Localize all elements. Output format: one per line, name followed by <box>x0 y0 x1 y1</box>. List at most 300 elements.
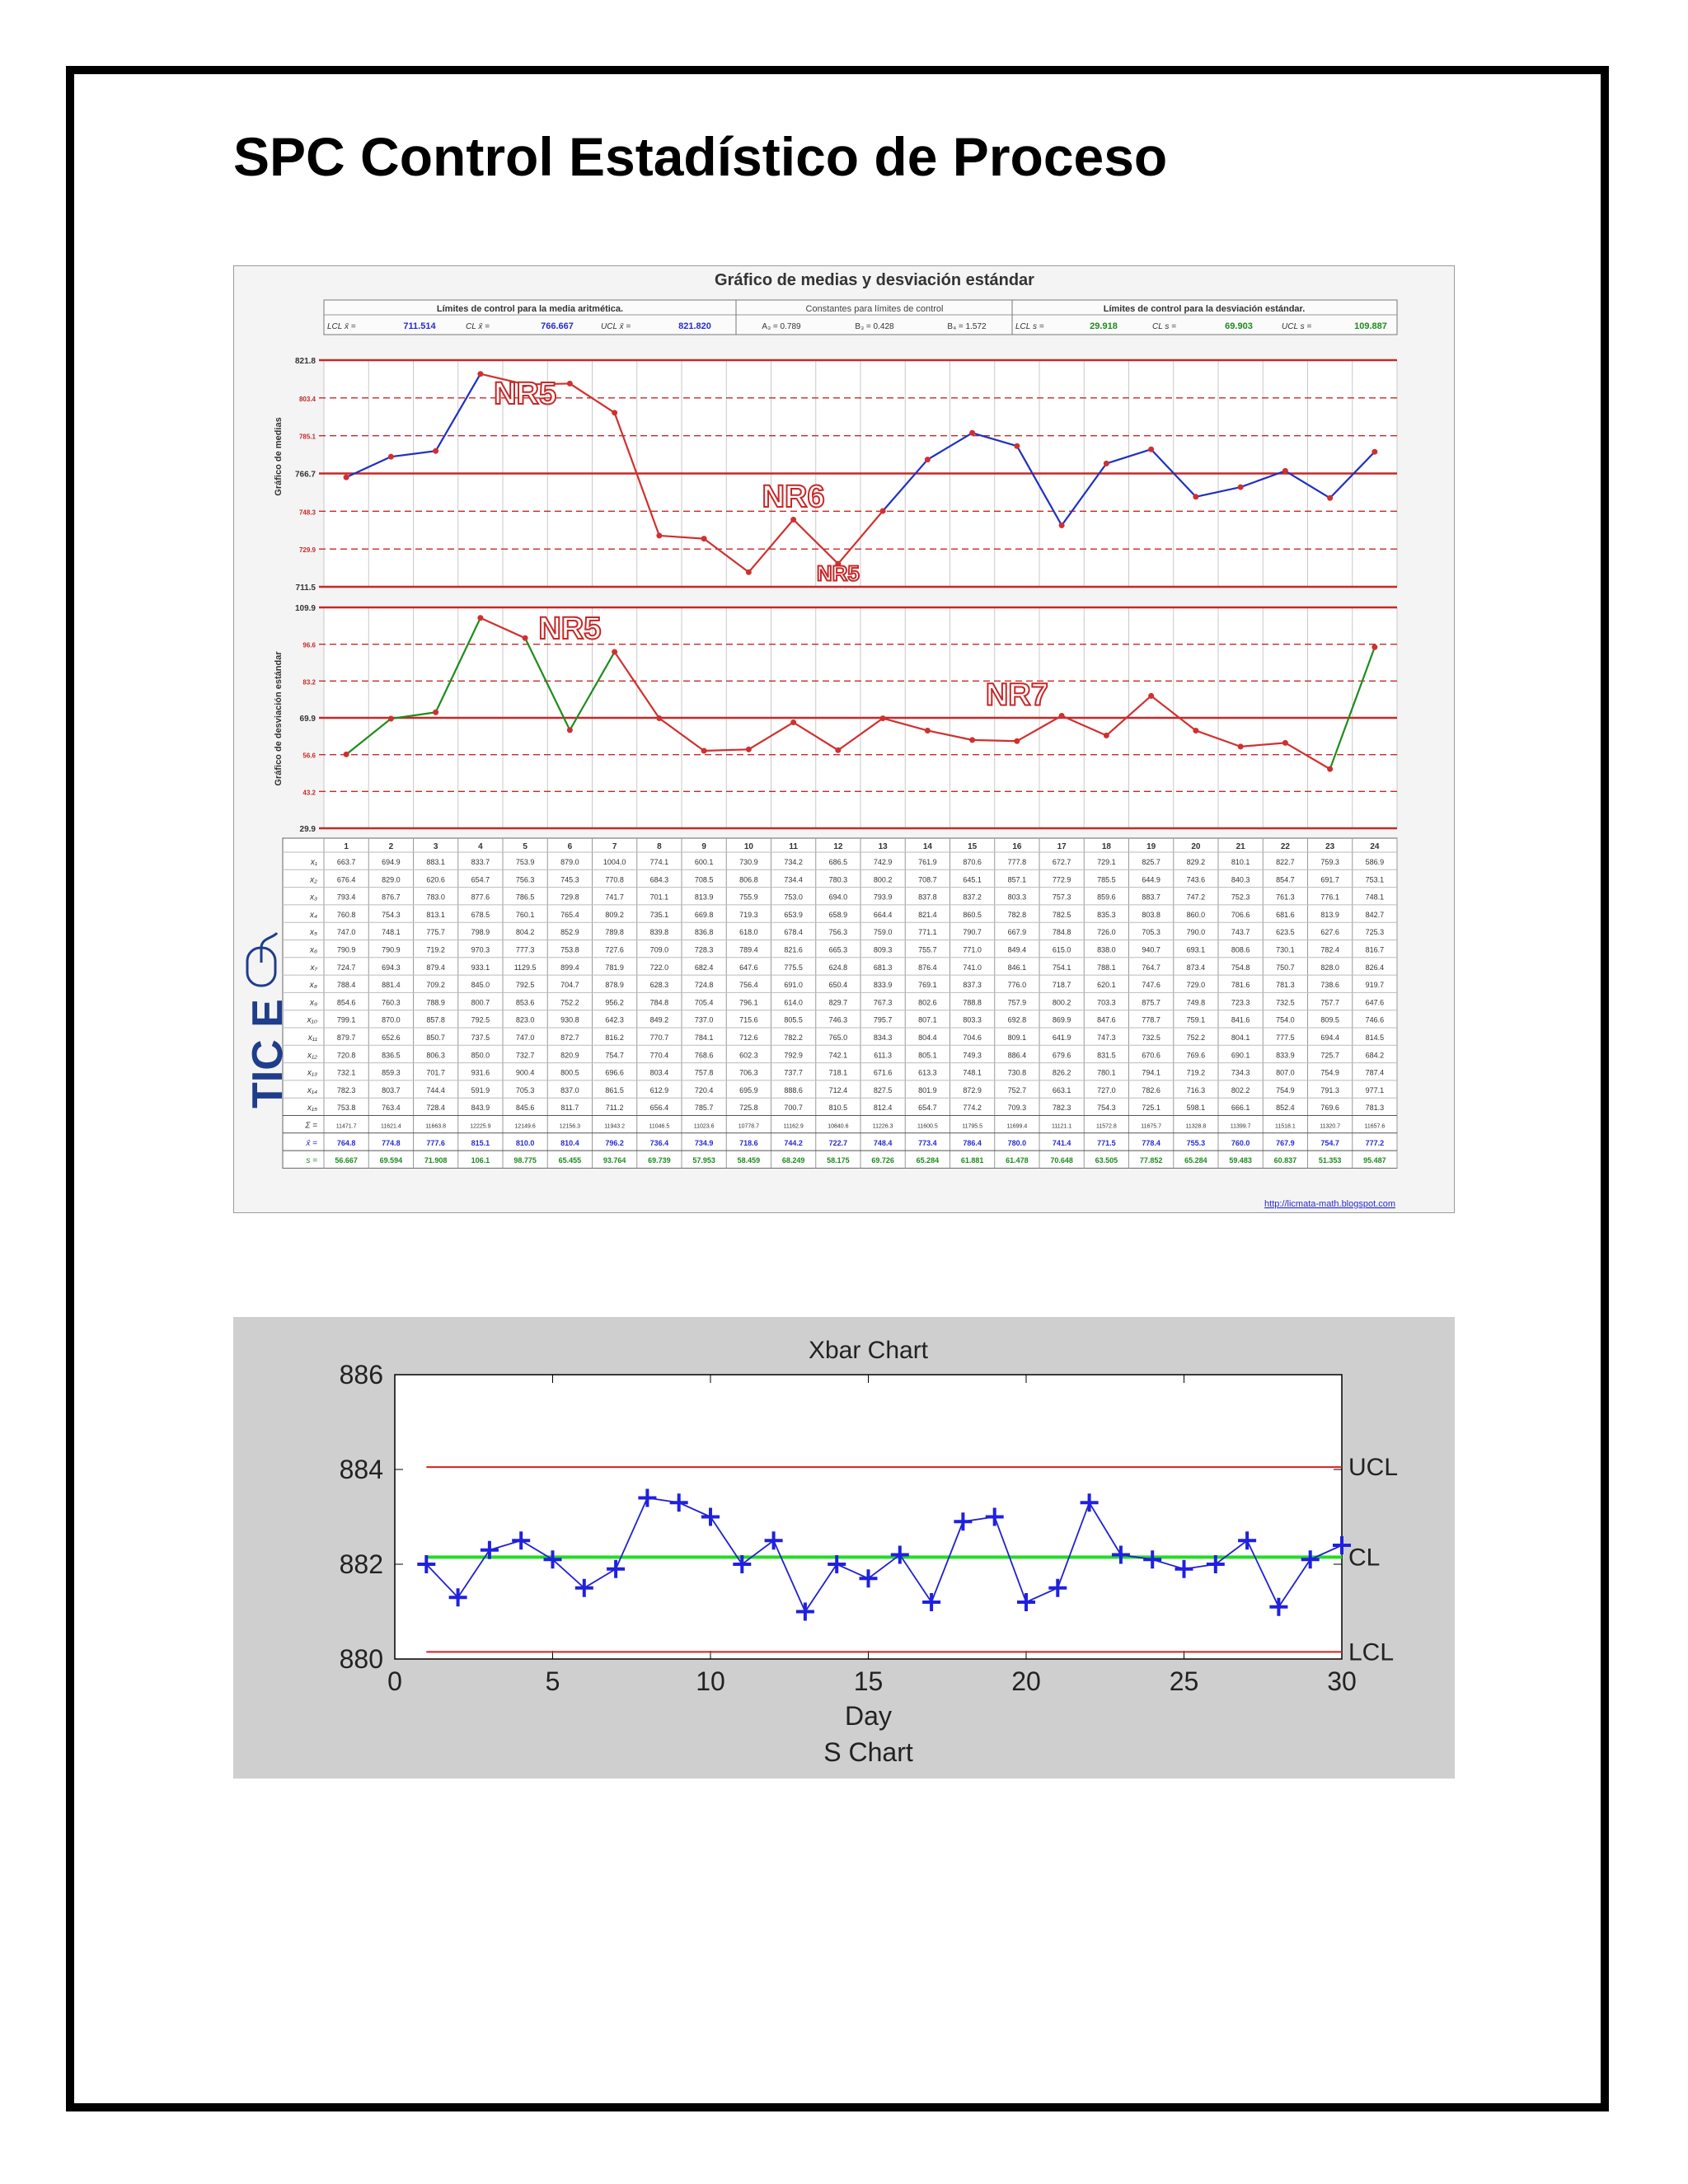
table-cell: 792.5 <box>515 981 535 990</box>
annotation-label: NR5 <box>816 560 860 586</box>
table-cell: 61.478 <box>1006 1156 1029 1165</box>
mean-data-point <box>880 509 886 514</box>
constant-a3: A₃ = 0.789 <box>762 322 801 331</box>
table-cell: 781.3 <box>1276 981 1295 990</box>
table-cell: 679.6 <box>1052 1051 1071 1060</box>
table-cell: 814.5 <box>1365 1033 1385 1042</box>
sd-data-point <box>344 752 349 757</box>
table-cell: 691.7 <box>1320 875 1339 884</box>
table-cell: 59.483 <box>1229 1156 1252 1165</box>
cl-sd-value: 69.903 <box>1225 321 1253 331</box>
table-cell: 810.0 <box>515 1138 535 1147</box>
table-cell: 704.6 <box>963 1033 982 1042</box>
table-cell: 12156.3 <box>559 1123 581 1130</box>
table-cell: 725.8 <box>739 1104 758 1113</box>
table-cell: 809.5 <box>1320 1015 1339 1024</box>
mean-tick-label: 785.1 <box>298 433 316 441</box>
table-cell: 747.6 <box>1142 981 1160 990</box>
table-cell: 805.1 <box>918 1051 937 1060</box>
table-cell: 654.7 <box>918 1104 937 1113</box>
table-cell: 771.1 <box>918 928 937 937</box>
table-row-label: x̄ = <box>306 1138 317 1148</box>
table-cell: 642.3 <box>605 1015 624 1024</box>
table-cell: 834.3 <box>873 1033 893 1042</box>
table-cell: 701.1 <box>649 893 669 902</box>
table-cell: 641.9 <box>1052 1033 1071 1042</box>
sd-tick-label: 83.2 <box>302 678 316 687</box>
table-row-label: x₄ <box>309 910 317 920</box>
table-cell: 840.3 <box>1231 875 1250 884</box>
table-col-header: 22 <box>1280 842 1290 851</box>
table-cell: 782.5 <box>1052 910 1071 919</box>
table-cell: 666.1 <box>1231 1104 1250 1113</box>
sd-data-point <box>1238 743 1244 749</box>
table-cell: 792.5 <box>471 1015 490 1024</box>
table-cell: 770.8 <box>605 875 624 884</box>
lcl-mean-value: 711.514 <box>403 321 436 331</box>
sd-data-point <box>835 748 841 753</box>
table-row-label: x₁₅ <box>307 1104 317 1113</box>
sd-data-point <box>656 715 662 721</box>
table-cell: 627.6 <box>1320 928 1339 937</box>
mean-data-point <box>388 454 394 460</box>
table-cell: 676.4 <box>336 875 356 884</box>
table-row-label: x₁₃ <box>307 1068 317 1078</box>
table-cell: 838.0 <box>1097 945 1116 954</box>
table-cell: 800.2 <box>873 875 893 884</box>
table-cell: 781.3 <box>1365 1104 1385 1113</box>
table-col-header: 14 <box>922 842 932 851</box>
table-cell: 829.7 <box>828 998 848 1007</box>
xbar-x-tick-label: 0 <box>387 1666 402 1696</box>
table-cell: 783.0 <box>426 893 445 902</box>
table-row-label: x₁₁ <box>307 1033 317 1043</box>
table-cell: 628.3 <box>649 981 669 990</box>
xbar-x-tick-label: 25 <box>1169 1666 1199 1696</box>
table-cell: 718.1 <box>828 1068 848 1077</box>
table-cell: 719.2 <box>426 945 445 954</box>
table-cell: 841.6 <box>1231 1015 1250 1024</box>
table-cell: 854.6 <box>336 998 356 1007</box>
table-cell: 749.8 <box>1186 998 1206 1007</box>
table-cell: 780.1 <box>1097 1068 1116 1077</box>
table-cell: 743.7 <box>1231 928 1250 937</box>
xbar-chart-title: Xbar Chart <box>808 1337 929 1364</box>
table-cell: 708.7 <box>918 875 937 884</box>
table-cell: 753.8 <box>336 1104 356 1113</box>
mean-data-point <box>1014 443 1020 449</box>
mean-sd-control-chart-figure <box>233 265 1455 1213</box>
sd-data-point <box>388 716 394 722</box>
table-cell: 775.7 <box>426 928 445 937</box>
annotation-label: NR5 <box>494 377 557 412</box>
xbar-y-tick-label: 880 <box>339 1644 383 1674</box>
table-cell: 800.2 <box>1052 998 1071 1007</box>
sd-series-segment <box>973 740 1017 741</box>
mean-chart <box>295 357 1397 593</box>
table-row-label: s = <box>306 1156 317 1166</box>
table-cell: 757.7 <box>1320 998 1339 1007</box>
table-cell: 825.7 <box>1142 858 1160 866</box>
table-col-header: 9 <box>701 842 706 851</box>
table-cell: 613.3 <box>918 1068 937 1077</box>
table-cell: 769.6 <box>1320 1104 1339 1113</box>
xbar-plot-area <box>395 1375 1342 1659</box>
table-cell: 857.8 <box>426 1015 445 1024</box>
table-cell: 807.0 <box>1276 1068 1295 1077</box>
table-cell: 723.3 <box>1231 998 1250 1007</box>
xbar-y-tick-label: 884 <box>339 1455 383 1484</box>
mean-data-point <box>1327 495 1333 501</box>
table-cell: 815.1 <box>471 1138 490 1147</box>
table-cell: 778.7 <box>1142 1015 1160 1024</box>
table-cell: 785.5 <box>1097 875 1116 884</box>
table-cell: 782.8 <box>1007 910 1027 919</box>
table-cell: 670.6 <box>1142 1051 1160 1060</box>
table-cell: 754.9 <box>1276 1085 1295 1094</box>
table-cell: 765.4 <box>560 910 579 919</box>
sd-tick-label: 43.2 <box>302 789 316 797</box>
mean-data-point <box>969 430 975 436</box>
table-cell: 759.1 <box>1186 1015 1206 1024</box>
table-cell: 598.1 <box>1186 1104 1206 1113</box>
table-cell: 1129.5 <box>513 963 537 972</box>
table-cell: 51.353 <box>1318 1156 1342 1165</box>
table-cell: 826.2 <box>1052 1068 1071 1077</box>
table-cell: 977.1 <box>1365 1085 1385 1094</box>
table-cell: 11121.1 <box>1051 1123 1072 1130</box>
table-cell: 789.8 <box>605 928 624 937</box>
table-cell: 725.3 <box>1365 928 1385 937</box>
table-cell: 809.3 <box>873 945 893 954</box>
table-cell: 828.0 <box>1320 963 1339 972</box>
table-cell: 837.8 <box>918 893 937 902</box>
sd-chart-ylabel: Gráfico de desviación estándar <box>274 651 284 786</box>
table-cell: 56.667 <box>335 1156 358 1165</box>
table-cell: 746.3 <box>828 1015 848 1024</box>
table-cell: 750.7 <box>1276 963 1295 972</box>
sd-data-point <box>880 715 886 721</box>
table-row-label: x₂ <box>310 875 317 885</box>
table-cell: 763.4 <box>382 1104 401 1113</box>
table-cell: 653.9 <box>784 910 803 919</box>
table-cell: 870.6 <box>963 858 982 866</box>
table-row-label: x₁₀ <box>307 1015 317 1025</box>
table-cell: 742.1 <box>828 1051 848 1060</box>
table-cell: 678.5 <box>471 910 490 919</box>
table-cell: 11600.5 <box>917 1123 938 1130</box>
table-cell: 760.8 <box>336 910 356 919</box>
ucl-sd-value: 109.887 <box>1354 321 1387 331</box>
table-cell: 793.9 <box>873 893 893 902</box>
table-cell: 10778.7 <box>738 1123 760 1130</box>
table-cell: 754.0 <box>1276 1015 1295 1024</box>
table-cell: 803.3 <box>1007 893 1027 902</box>
table-cell: 745.3 <box>560 875 579 884</box>
lcl-sd-value: 29.918 <box>1090 321 1118 331</box>
table-cell: 826.4 <box>1365 963 1385 972</box>
table-cell: 615.0 <box>1052 945 1071 954</box>
table-cell: 883.1 <box>426 858 445 866</box>
table-cell: 822.7 <box>1276 858 1295 866</box>
xbar-ucl-label: UCL <box>1348 1454 1399 1482</box>
table-cell: 790.0 <box>1186 928 1206 937</box>
table-cell: 872.9 <box>963 1085 982 1094</box>
sd-data-point <box>746 747 752 752</box>
table-cell: 772.9 <box>1052 875 1071 884</box>
table-cell: 837.0 <box>560 1085 579 1094</box>
ucl-sd-label: UCL s = <box>1282 322 1312 331</box>
table-cell: 692.8 <box>1007 1015 1027 1024</box>
table-cell: 777.2 <box>1365 1138 1385 1147</box>
table-col-header: 4 <box>478 842 483 851</box>
table-cell: 95.487 <box>1363 1156 1386 1165</box>
table-cell: 933.1 <box>471 963 490 972</box>
table-cell: 823.0 <box>515 1015 535 1024</box>
table-cell: 709.0 <box>649 945 669 954</box>
table-cell: 799.1 <box>336 1015 356 1024</box>
mean-data-point <box>790 517 796 523</box>
table-cell: 10840.6 <box>828 1123 849 1130</box>
table-cell: 813.9 <box>694 893 714 902</box>
table-cell: 790.9 <box>336 945 356 954</box>
table-cell: 970.3 <box>471 945 490 954</box>
table-cell: 857.1 <box>1007 875 1027 884</box>
table-cell: 719.2 <box>1186 1068 1206 1077</box>
table-cell: 854.7 <box>1276 875 1295 884</box>
table-cell: 919.7 <box>1365 981 1385 990</box>
table-cell: 850.7 <box>426 1033 445 1042</box>
table-cell: 722.0 <box>649 963 669 972</box>
table-cell: 833.9 <box>1276 1051 1295 1060</box>
table-cell: 812.4 <box>873 1104 893 1113</box>
table-cell: 734.2 <box>784 858 803 866</box>
table-cell: 776.1 <box>1320 893 1339 902</box>
header-constants: Constantes para límites de control <box>805 304 944 314</box>
table-row-label: x₁₂ <box>307 1051 317 1061</box>
sd-chart <box>295 604 1397 834</box>
table-cell: 899.4 <box>560 963 579 972</box>
constant-b4: B₄ = 1.572 <box>947 322 987 331</box>
control-limits-header <box>324 300 1397 335</box>
table-cell: 737.7 <box>784 1068 803 1077</box>
table-cell: 804.1 <box>1231 1033 1250 1042</box>
table-cell: 753.9 <box>515 858 535 866</box>
table-cell: 761.9 <box>918 858 937 866</box>
table-cell: 803.8 <box>1142 910 1160 919</box>
s-chart-title: S Chart <box>823 1737 913 1767</box>
table-cell: 732.5 <box>1276 998 1295 1007</box>
table-cell: 755.3 <box>1186 1138 1206 1147</box>
table-cell: 878.9 <box>605 981 624 990</box>
table-cell: 869.9 <box>1052 1015 1071 1024</box>
table-cell: 98.775 <box>513 1156 537 1165</box>
table-cell: 611.3 <box>874 1051 893 1060</box>
table-cell: 672.7 <box>1052 858 1071 866</box>
table-cell: 853.6 <box>515 998 535 1007</box>
sd-tick-label: 56.6 <box>302 752 316 760</box>
sd-data-point <box>1104 733 1109 738</box>
table-cell: 730.8 <box>1007 1068 1027 1077</box>
table-col-header: 6 <box>567 842 573 851</box>
table-cell: 729.0 <box>1186 981 1206 990</box>
table-cell: 788.1 <box>1097 963 1116 972</box>
table-cell: 737.5 <box>471 1033 490 1042</box>
table-cell: 682.4 <box>694 963 714 972</box>
table-cell: 836.8 <box>694 928 714 937</box>
table-cell: 736.4 <box>649 1138 669 1147</box>
table-cell: 800.5 <box>560 1068 579 1077</box>
table-cell: 829.0 <box>382 875 401 884</box>
table-cell: 684.2 <box>1365 1051 1385 1060</box>
table-row-label: x₆ <box>309 945 317 955</box>
table-cell: 835.3 <box>1097 910 1116 919</box>
xbar-x-tick-label: 10 <box>696 1666 725 1696</box>
table-cell: 69.594 <box>379 1156 403 1165</box>
table-cell: 712.6 <box>739 1033 758 1042</box>
table-cell: 693.1 <box>1186 945 1206 954</box>
table-cell: 715.6 <box>739 1015 758 1024</box>
sd-data-point <box>969 737 975 743</box>
table-row-label: x₇ <box>310 963 317 972</box>
table-cell: 60.837 <box>1273 1156 1297 1165</box>
table-cell: 658.9 <box>828 910 848 919</box>
sd-data-point <box>433 710 438 715</box>
table-cell: 752.7 <box>1007 1085 1027 1094</box>
table-cell: 744.2 <box>784 1138 803 1147</box>
table-cell: 849.2 <box>649 1015 669 1024</box>
table-cell: 816.7 <box>1365 945 1385 954</box>
table-cell: 846.1 <box>1007 963 1027 972</box>
table-cell: 686.5 <box>828 858 848 866</box>
header-mean-limits: Límites de control para la media aritmética. <box>436 304 624 314</box>
table-cell: 845.6 <box>515 1104 535 1113</box>
table-cell: 11699.4 <box>1006 1123 1028 1130</box>
table-cell: 71.908 <box>424 1156 448 1165</box>
table-cell: 774.1 <box>649 858 669 866</box>
table-cell: 754.7 <box>605 1051 624 1060</box>
table-cell: 728.4 <box>426 1104 445 1113</box>
table-cell: 837.2 <box>963 893 982 902</box>
table-cell: 706.3 <box>739 1068 758 1077</box>
sd-data-point <box>790 719 796 725</box>
table-cell: 786.5 <box>515 893 535 902</box>
mean-data-point <box>1282 468 1288 474</box>
table-cell: 602.3 <box>739 1051 758 1060</box>
mean-data-point <box>612 410 617 415</box>
table-cell: 786.4 <box>963 1138 982 1147</box>
table-cell: 879.0 <box>560 858 579 866</box>
table-cell: 734.4 <box>784 875 803 884</box>
table-cell: 732.7 <box>515 1051 535 1060</box>
table-cell: 747.0 <box>336 928 356 937</box>
xbar-x-axis-label: Day <box>845 1701 892 1731</box>
table-cell: 650.4 <box>828 981 848 990</box>
table-cell: 701.7 <box>426 1068 445 1077</box>
table-cell: 788.4 <box>336 981 356 990</box>
table-cell: 873.4 <box>1186 963 1206 972</box>
table-cell: 722.7 <box>828 1138 848 1147</box>
table-cell: 810.1 <box>1231 858 1250 866</box>
table-cell: 620.6 <box>426 875 445 884</box>
table-cell: 709.3 <box>1007 1104 1027 1113</box>
table-cell: 753.0 <box>784 893 803 902</box>
table-cell: 780.3 <box>828 875 848 884</box>
table-cell: 681.3 <box>873 963 893 972</box>
mean-tick-label: 729.9 <box>298 546 316 555</box>
table-cell: 69.726 <box>871 1156 894 1165</box>
table-cell: 782.6 <box>1142 1085 1160 1094</box>
table-cell: 940.7 <box>1142 945 1160 954</box>
source-url[interactable]: http://licmata-math.blogspot.com <box>1264 1199 1395 1209</box>
table-cell: 764.7 <box>1142 963 1160 972</box>
table-cell: 11943.2 <box>604 1123 626 1130</box>
mean-data-point <box>1104 461 1109 466</box>
table-cell: 754.8 <box>1231 963 1250 972</box>
table-col-header: 2 <box>388 842 394 851</box>
table-cell: 860.0 <box>1186 910 1206 919</box>
table-cell: 774.2 <box>963 1104 982 1113</box>
table-cell: 654.7 <box>471 875 490 884</box>
table-cell: 756.3 <box>515 875 535 884</box>
table-cell: 727.0 <box>1097 1085 1116 1094</box>
table-cell: 768.6 <box>694 1051 714 1060</box>
table-cell: 671.6 <box>873 1068 893 1077</box>
table-cell: 852.4 <box>1276 1104 1295 1113</box>
table-cell: 804.4 <box>918 1033 937 1042</box>
table-cell: 747.3 <box>1097 1033 1116 1042</box>
table-cell: 813.9 <box>1320 910 1339 919</box>
cl-sd-label: CL s = <box>1152 322 1176 331</box>
mean-data-point <box>925 457 931 462</box>
sd-data-point <box>1014 738 1020 744</box>
table-cell: 780.0 <box>1007 1138 1027 1147</box>
table-cell: 777.3 <box>515 945 535 954</box>
mean-tick-label: 821.8 <box>294 357 316 366</box>
table-cell: 784.1 <box>694 1033 714 1042</box>
table-cell: 614.0 <box>784 998 803 1007</box>
table-cell: 591.9 <box>471 1085 490 1094</box>
table-cell: 652.6 <box>382 1033 401 1042</box>
table-cell: 735.1 <box>649 910 669 919</box>
figure1-title: Gráfico de medias y desviación estándar <box>715 271 1034 289</box>
table-cell: 11657.6 <box>1364 1123 1386 1130</box>
sd-tick-label: 109.9 <box>294 604 316 613</box>
table-cell: 756.3 <box>828 928 848 937</box>
table-cell: 759.3 <box>1320 858 1339 866</box>
table-cell: 709.2 <box>426 981 445 990</box>
table-cell: 872.7 <box>560 1033 579 1042</box>
table-cell: 708.5 <box>694 875 714 884</box>
table-cell: 719.3 <box>739 910 758 919</box>
table-cell: 716.3 <box>1186 1085 1206 1094</box>
mean-tick-label: 748.3 <box>298 509 316 517</box>
table-cell: 770.7 <box>649 1033 669 1042</box>
table-cell: 754.3 <box>382 910 401 919</box>
table-cell: 809.2 <box>605 910 624 919</box>
table-cell: 757.9 <box>1007 998 1027 1007</box>
lcl-sd-label: LCL s = <box>1015 322 1044 331</box>
table-cell: 804.2 <box>515 928 535 937</box>
table-cell: 727.6 <box>605 945 624 954</box>
mean-data-point <box>1238 485 1244 490</box>
table-cell: 663.7 <box>336 858 356 866</box>
table-cell: 802.2 <box>1231 1085 1250 1094</box>
sd-tick-label: 96.6 <box>302 641 316 649</box>
table-cell: 931.6 <box>471 1068 490 1077</box>
xbar-lcl-label: LCL <box>1348 1638 1395 1666</box>
mean-data-point <box>433 448 438 454</box>
